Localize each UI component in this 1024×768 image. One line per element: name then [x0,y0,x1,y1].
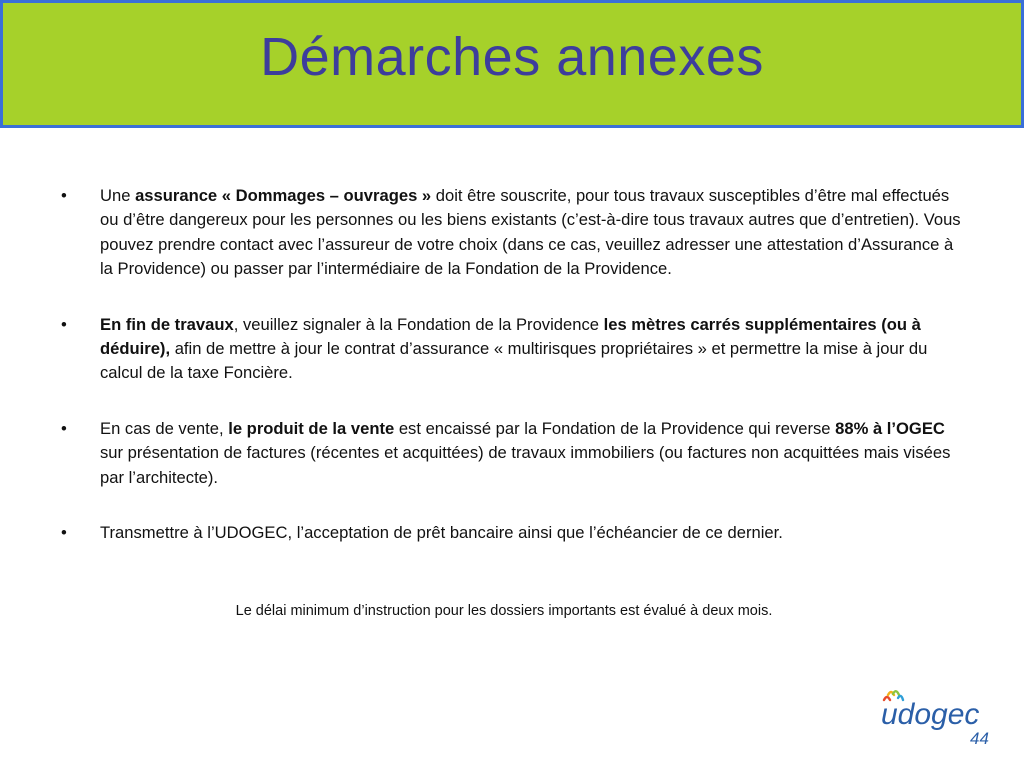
slide-title: Démarches annexes [260,27,764,87]
bullet-marker: • [61,314,67,334]
bullet-bold-text: assurance « Dommages – ouvrages » [135,186,432,205]
bullet-bold-text: le produit de la vente [228,418,395,438]
logo-number: 44 [970,729,989,748]
bullet-text: est encaissé par la Fondation de la Providence qui reverse [394,418,836,438]
bullet-item-end-of-works [56,313,961,386]
bullet-marker: • [61,523,67,543]
udogec-logo [878,686,998,748]
bullet-text: Une [100,186,136,205]
logo-wordmark: udogec [881,698,980,731]
delay-note: Le délai minimum d’instruction pour les dossiers importants est évalué à deux mois. [235,603,773,619]
bullet-bold-text: En fin de travaux [100,314,234,334]
bullet-text: , veuillez signaler à la Fondation de la Providence [233,314,604,334]
bullet-list [56,184,961,576]
bullet-text: En cas de vente, [100,418,229,438]
bullet-item-insurance [56,184,961,282]
bullet-item-loan [56,521,961,545]
bullet-bold-text: 88% à l’OGEC [835,418,945,438]
bullet-item-sale [56,417,961,490]
bullet-marker: • [61,418,67,438]
bullet-text: sur présentation de factures (récentes et acquittées) de travaux immobiliers (ou factures non acquittées mais visées par l’architecte). [100,443,951,487]
bullet-bold-text: les mètres carrés supplémentaires (ou à déduire), [100,314,921,359]
bullet-text: doit être souscrite, pour tous travaux susceptibles d’être mal effectués ou d’être dangereux pour les personnes ou les biens existants (c’est-à-dire tous travaux autres que d’entretien). Vous pouvez prendre contact avec l’assureur de votre choix (dans ce cas, veuillez adresser une attestation d’Assurance à la Providence) ou passer par l’intermédiaire de la Fondation de la Providence. [100,186,961,279]
bullet-text: afin de mettre à jour le contrat d’assurance « multirisques propriétaires » et permettre la mise à jour du calcul de la taxe Foncière. [100,339,928,383]
title-banner [0,0,1024,128]
bullet-marker: • [61,186,67,205]
bullet-text: Transmettre à l’UDOGEC, l’acceptation de prêt bancaire ainsi que l’échéancier de ce dernier. [100,523,783,543]
